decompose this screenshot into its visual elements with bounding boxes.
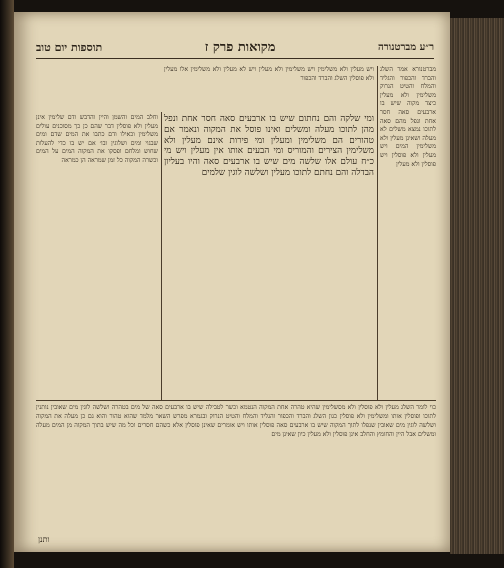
page-edges <box>450 18 504 554</box>
commentary-top-block: ויש מעלין ולא משלימין ויש משלימין ולא מעלין ויש לא מעלין ולא משלימין אלו מעלין ולא פוסלין השלג והברד והכפור <box>164 66 374 82</box>
main-text-column: ומי שלקה והם נחתום שיש בו ארבעים סאה חסר אחת ונפל מהן לתוכו מעלה ומשלים ואינו פוסל את המקוה ונאמר אם טהורים הם משלימין ומעלין ומי פירות אינם מעלין ולא משלימין הצירים והמוריס ומי הבעים אותו אין מעלין ויש מי כ״ח עולם אלו שלשה מים שיש בו ארבעים סאה והיו בעליון הבדלה והם נחתם לתוכו מעלין ושלשה לוגין שלמים <box>164 114 374 178</box>
commentary-right-column: מברטנורא אמר השלג והברד והכפור והגליד והמלח והטיט הנרוק משלימין ולא מעלין כיצד מקוה שיש בו ארבעים סאה חסר אחת ונפל מהם סאה לתוכו נמצא משלים לא מעלה ושאינן מעלין ולא משלימין המים ויש מעלין ולא פוסלין ויש פוסלין ולא מעלין <box>380 66 436 168</box>
commentary-bottom-block: כוי לומר השלג מעלין ולא פוסלין ולא מסשלימין שהיא טהרה אחת המקוה הנטמא וכשר לטבילה שיש בו ארבעים סאה של מים בטהרה ושלשה לוגין מים שאובין נותנין לתוכו ופוסלין אותו ומשלימין ולא פוסלין כגון השלג והברד והכפור והגליד והמלח והטיט הנרוק ובגמרא מפרש השאר מלמד שהוא טהור והוא גם כן מעלה את המקוה ושלשה לוגין מים שאובין שנפלו לתוך המקוה שיש בו ארבעים סאה פוסלין אותו ויש אומרים שאינן פוסלין אלא כשהם חסרים וכל מה שיש בתוך המקוה מן המים מעלה ומשלים אבל היין והחומץ והחלב אינן פוסלין ולא מעלין כיון שאינן מים <box>36 404 436 438</box>
header-center: מקואות פרק ז <box>204 40 276 55</box>
header-right: ר״ע מברטנורה <box>377 41 434 53</box>
section-divider <box>36 400 436 401</box>
column-divider <box>377 66 378 400</box>
header-left: תוספות יום טוב <box>36 40 103 54</box>
commentary-left-column: וחלב המים והשמן והיין והדבש ודם שלימין אינן מעלין ולא פוסלין דבר שהם כן כך מסוכנים עולים משלימין וכאילו ודם כתבו את המים שדם ומים שבגוי ומים ושלוגין ובו׳ אם יש בו כדי להעלות שחוש ומלחם ופסקו את המקוה המים על המים וכשרה המקוה כל זמן שמראה הן כמראה <box>36 114 158 164</box>
catchword: ותנן <box>38 535 50 544</box>
book-page <box>14 12 450 552</box>
book-spine <box>0 0 14 568</box>
page-header <box>36 36 434 59</box>
column-divider <box>161 112 162 400</box>
